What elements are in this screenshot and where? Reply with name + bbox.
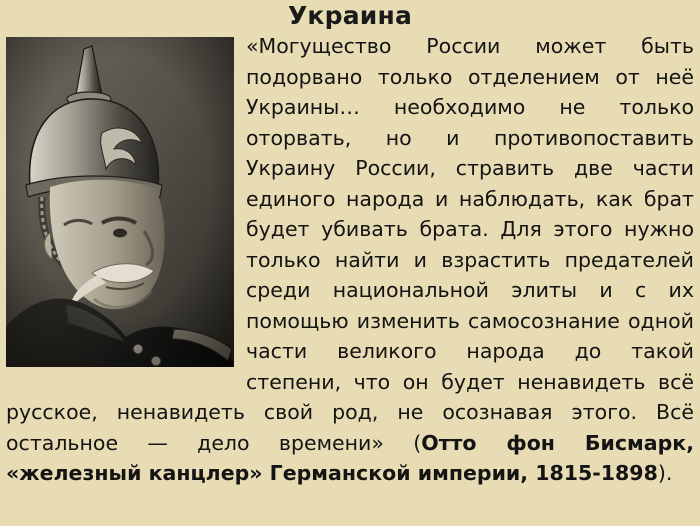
quote-attribution: Отто фон Бисмарк, «железный канцлер» Германской империи, 1815-1898 [6, 430, 694, 485]
slide-body-text [0, 31, 700, 489]
quote-tail-text: ). [657, 461, 673, 485]
portrait-illustration-icon [6, 37, 234, 367]
quote-wrapped-text: предателей среди национальной элиты и с их помощью изменить самосознание одной части великого народа до такой степени, что он будет ненавидеть всё русское, ненавидеть свой род, не осознавая этого. Всё остальное — дело времени» ( [6, 247, 694, 455]
portrait-bismarck-pickelhaube [6, 37, 234, 367]
quote-lead-text: «Могущество России может быть подорвано только отделением от неё Украины… необходимо не только оторвать, но и противопоставить Украину России, стравить две части единого народа и наблюдать, как брат будет убивать брата. Для этого нужно только найти и взрастить [246, 34, 694, 272]
page-title: Украина [287, 1, 413, 30]
